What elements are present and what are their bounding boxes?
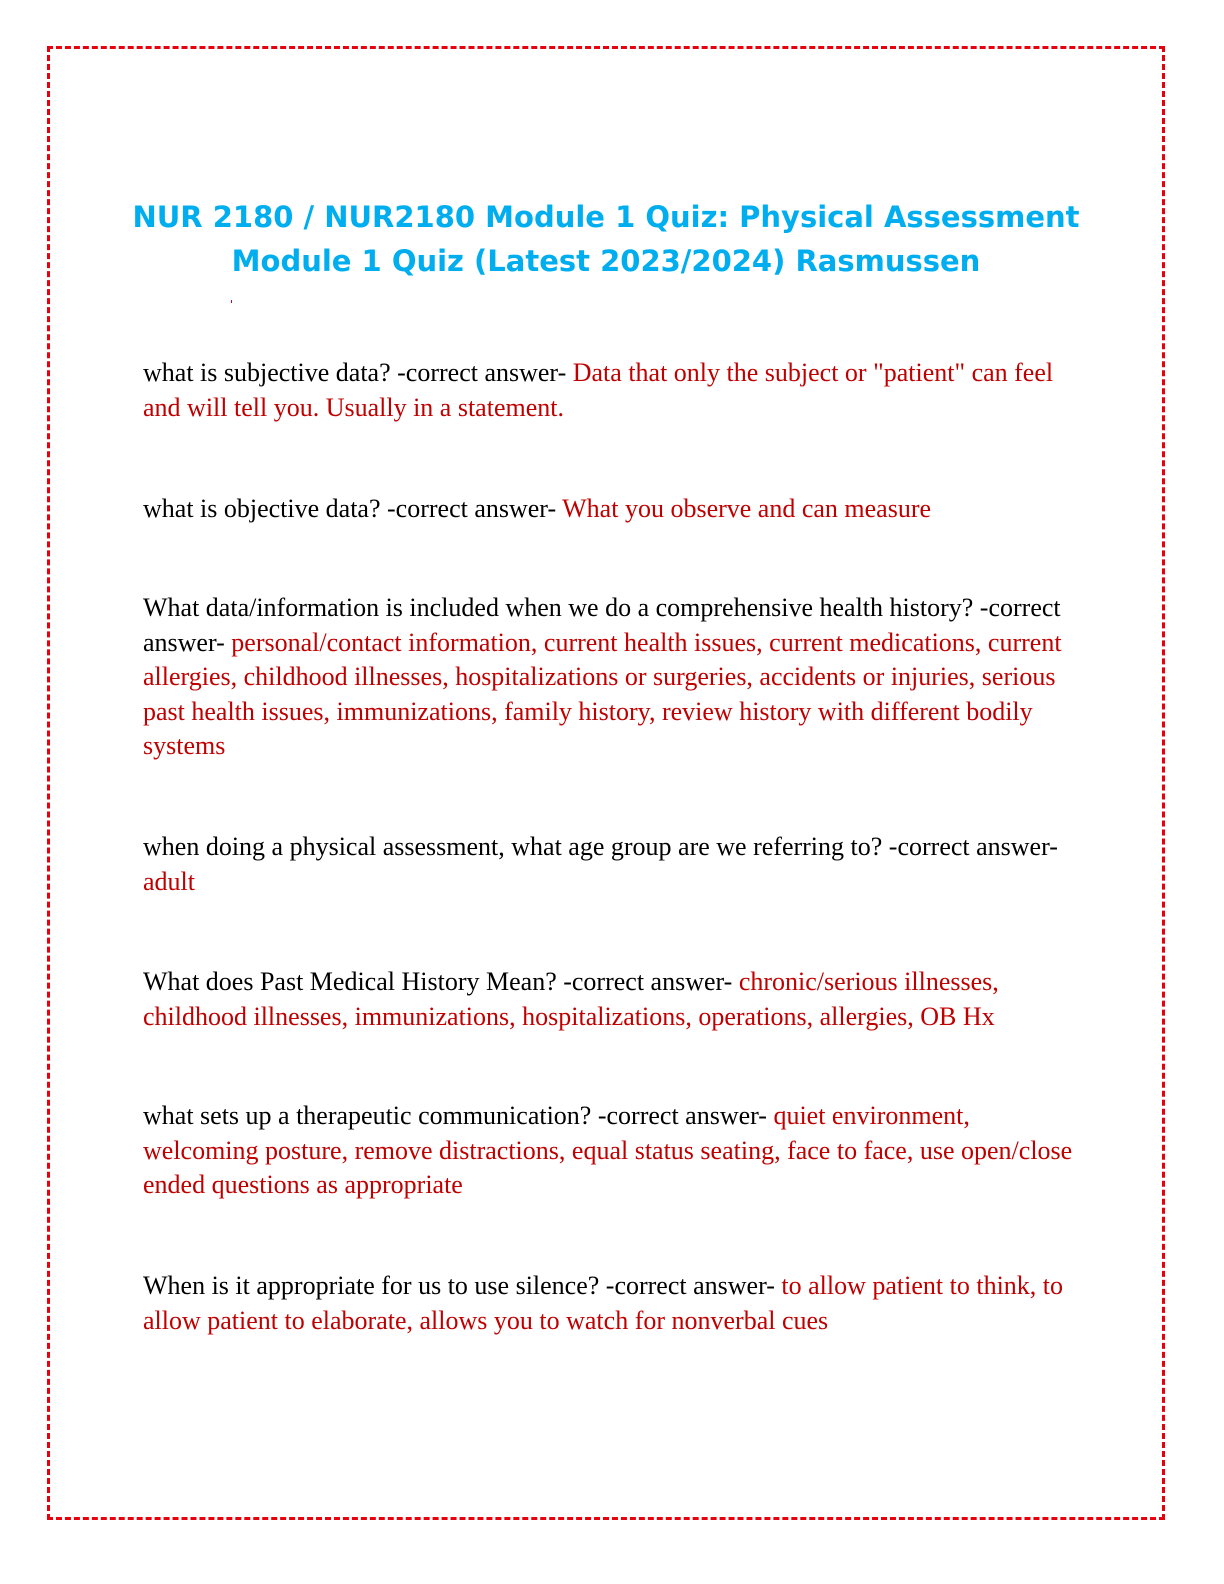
answer-text: What you observe and can measure bbox=[562, 494, 932, 523]
question-text: What does Past Medical History Mean? -correct answer- bbox=[143, 967, 739, 996]
title-line-1: NUR 2180 / NUR2180 Module 1 Quiz: Physical Assessment bbox=[132, 200, 1080, 234]
qa-item-4 bbox=[143, 830, 1083, 899]
qa-item-2 bbox=[143, 492, 1083, 527]
answer-text: quiet environment, welcoming posture, remove distractions, equal status seating, face to face, use open/close ended questions as appropriate bbox=[143, 1101, 1073, 1199]
question-text: what is subjective data? -correct answer- bbox=[143, 358, 573, 387]
answer-text: to allow patient to think, to allow patient to elaborate, allows you to watch for nonverbal cues bbox=[143, 1271, 1064, 1335]
answer-text: Data that only the subject or "patient" can feel and will tell you. Usually in a statement. bbox=[143, 358, 1054, 422]
question-text: when doing a physical assessment, what age group are we referring to? -correct answer- bbox=[143, 832, 1058, 861]
qa-item-1 bbox=[143, 356, 1083, 425]
answer-text: personal/contact information, current health issues, current medications, current allergies, childhood illnesses, hospitalizations or surgeries, accidents or injuries, serious past health issues, immunizations, family history, review history with different bodily systems bbox=[143, 627, 1062, 760]
qa-item-6 bbox=[143, 1099, 1083, 1203]
question-text: what sets up a therapeutic communication? -correct answer- bbox=[143, 1101, 774, 1130]
question-text: what is objective data? -correct answer- bbox=[143, 494, 563, 523]
answer-text: chronic/serious illnesses, childhood illnesses, immunizations, hospitalizations, operations, allergies, OB Hx bbox=[143, 967, 999, 1031]
question-text: When is it appropriate for us to use silence? -correct answer- bbox=[143, 1271, 782, 1300]
question-text: What data/information is included when we do a comprehensive health history? -correct answer- bbox=[143, 593, 1061, 657]
qa-item-7 bbox=[143, 1269, 1083, 1338]
qa-item-3 bbox=[143, 591, 1083, 764]
answer-text: adult bbox=[143, 866, 195, 896]
document-title bbox=[100, 195, 1112, 283]
title-line-2: Module 1 Quiz (Latest 2023/2024) Rasmussen bbox=[231, 244, 981, 278]
stray-mark bbox=[231, 300, 232, 303]
qa-item-5 bbox=[143, 965, 1083, 1034]
